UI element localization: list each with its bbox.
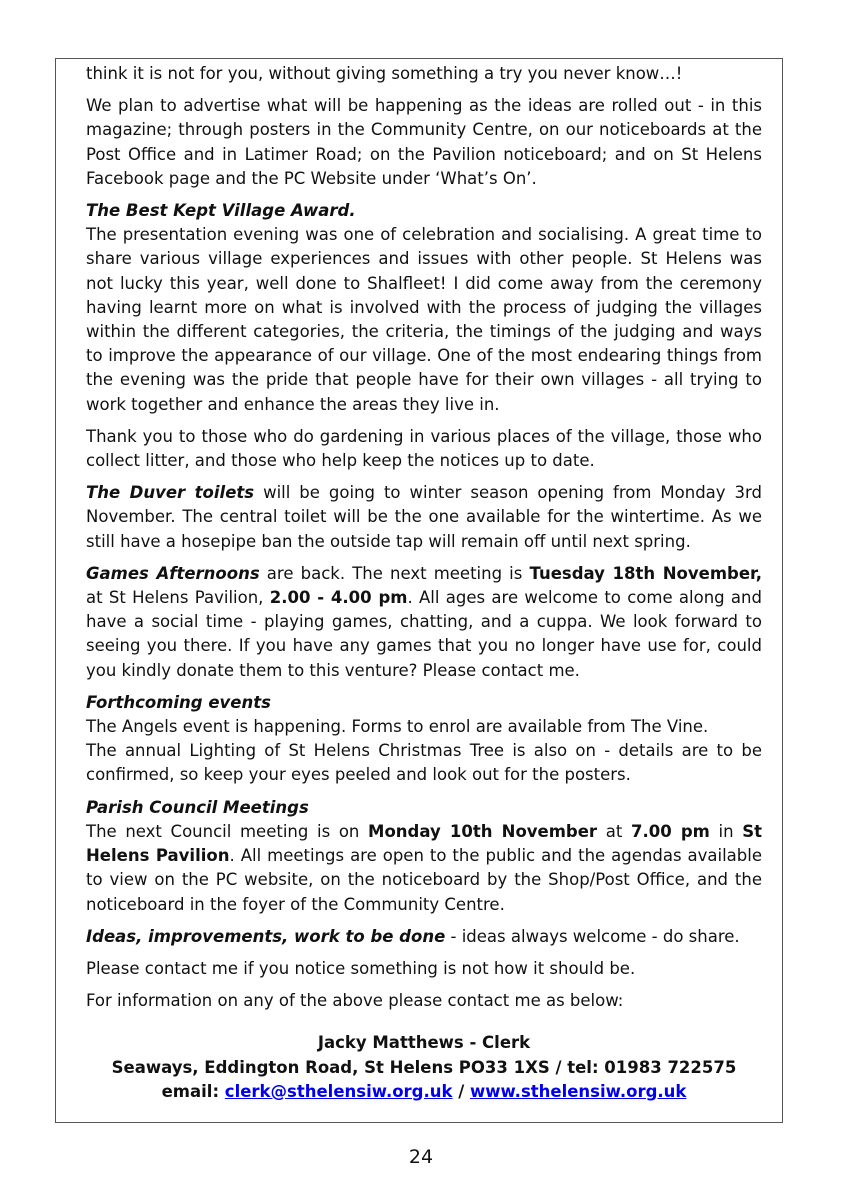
award-heading-text: The Best Kept Village Award. <box>86 201 356 221</box>
games-time: 2.00 - 4.00 pm <box>269 588 408 608</box>
email-label: email: <box>161 1081 225 1101</box>
games-paragraph <box>86 562 762 683</box>
intro-line: think it is not for you, without giving something a try you never know…! <box>86 64 683 83</box>
parish-text-2: at <box>597 821 631 841</box>
parish-text-4: . All meetings are open to the public and the agendas available to view on the PC website, on the noticeboard by the Shop/Post Office, and the noticeboard in the foyer of the Community Centre. <box>86 846 762 914</box>
page-number: 24 <box>408 1146 434 1168</box>
duver-text: will be going to winter season opening from Monday 3rd November. The central toilet will be the one available for the wintertime. As we still have a hosepipe ban the outside tap will remain off until next spring. <box>86 483 762 551</box>
advertise-paragraph: We plan to advertise what will be happening as the ideas are rolled out - in this magazine; through posters in the Community Centre, on our noticeboards at the Post Office and in Latimer Road; on the Pavilion noticeboard; and on St Helens Facebook page and the PC Website under ‘What’s On’. <box>86 96 762 188</box>
website-link[interactable]: www.sthelensiw.org.uk <box>470 1081 687 1101</box>
parish-time: 7.00 pm <box>630 821 710 841</box>
ideas-paragraph <box>86 925 762 949</box>
forthcoming-line-1: The Angels event is happening. Forms to enrol are available from The Vine. <box>86 717 709 737</box>
ideas-text: - ideas always welcome - do share. <box>445 926 740 946</box>
contact-name: Jacky Matthews - Clerk <box>317 1033 531 1053</box>
games-text-3: . All ages are welcome to come along and have a social time - playing games, chatting, and a cuppa. We look forward to seeing you there. If you have any games that you no longer have use for, could you kindly donate them to this venture? Please contact me. <box>86 588 762 680</box>
games-text-1: are back. The next meeting is <box>259 563 530 583</box>
games-heading: Games Afternoons <box>86 563 260 583</box>
info-line: For information on any of the above please contact me as below: <box>86 991 624 1011</box>
parish-paragraph <box>86 820 762 917</box>
award-heading <box>86 199 762 223</box>
games-date: Tuesday 18th November, <box>529 563 763 583</box>
ideas-line-2: Please contact me if you notice something is not how it should be. <box>86 958 636 978</box>
parish-text-3: in <box>709 821 743 841</box>
forthcoming-heading <box>86 691 762 715</box>
games-text-2: at St Helens Pavilion, <box>86 588 270 608</box>
parish-heading-text: Parish Council Meetings <box>86 797 309 817</box>
parish-text-1: The next Council meeting is on <box>86 821 369 841</box>
award-paragraph: The presentation evening was one of celebration and socialising. A great time to share various village experiences and issues with other people. St Helens was not lucky this year, well done to Shalfleet! I did come away from the ceremony having learnt more on what is involved with the process of judging the villages within the different categories, the criteria, the timings of the judging and ways to improve the appearance of our village. One of the most endearing things from the evening was the pride that people have for their own villages - all trying to work together and enhance the areas they live in. <box>86 225 762 414</box>
article-body <box>86 62 762 1104</box>
parish-heading <box>86 796 762 820</box>
parish-place: St Helens Pavilion <box>86 821 762 866</box>
email-link[interactable]: clerk@sthelensiw.org.uk <box>224 1081 453 1101</box>
ideas-heading: Ideas, improvements, work to be done <box>86 926 446 946</box>
duver-heading: The Duver toilets <box>86 483 255 503</box>
thanks-paragraph: Thank you to those who do gardening in various places of the village, those who collect litter, and those who help keep the notices up to date. <box>86 426 762 471</box>
duver-paragraph <box>86 481 762 554</box>
link-separator: / <box>452 1081 470 1101</box>
parish-date: Monday 10th November <box>368 821 598 841</box>
contact-address: Seaways, Eddington Road, St Helens PO33 1XS / tel: 01983 722575 <box>111 1057 737 1077</box>
forthcoming-line-2: The annual Lighting of St Helens Christmas Tree is also on - details are to be confirmed, so keep your eyes peeled and look out for the posters. <box>86 741 762 785</box>
forthcoming-heading-text: Forthcoming events <box>86 692 271 712</box>
contact-links <box>86 1080 762 1104</box>
